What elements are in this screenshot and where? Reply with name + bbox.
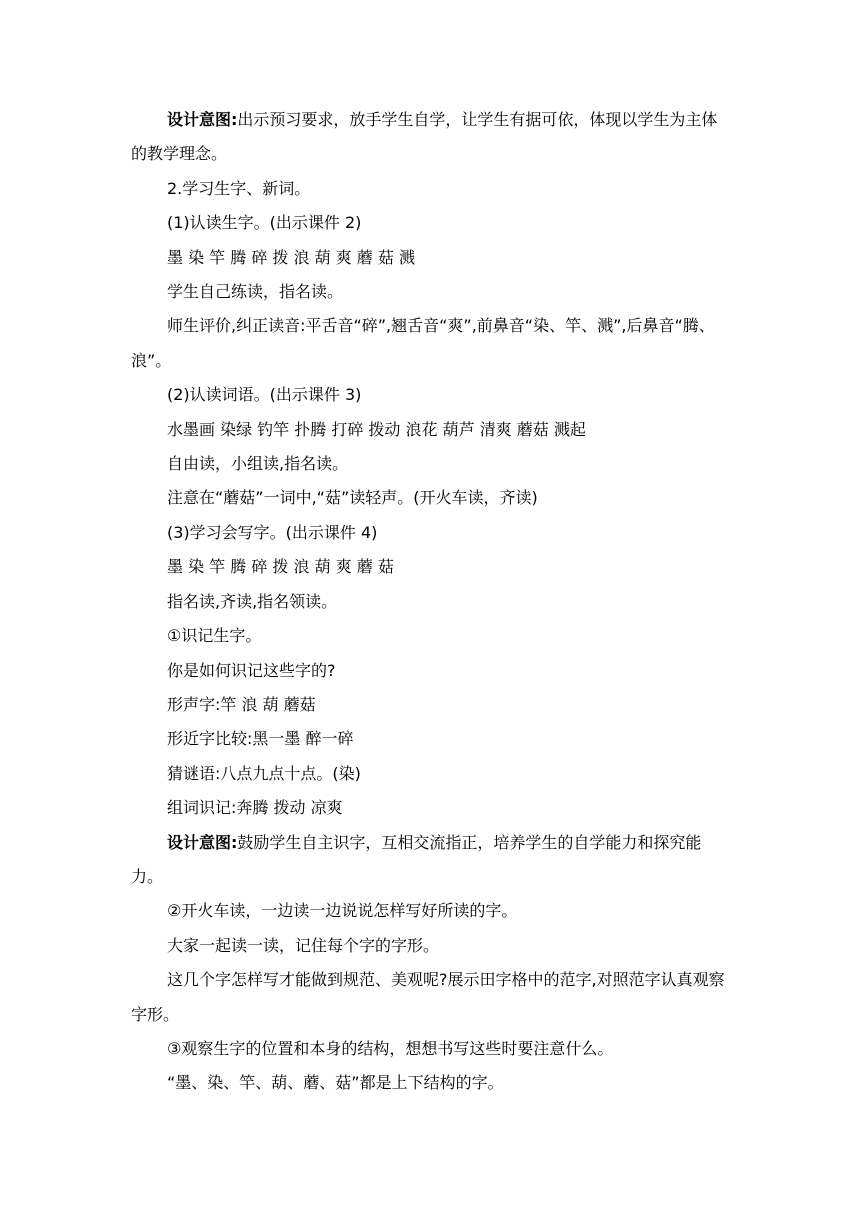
paragraph <box>131 929 731 963</box>
paragraph <box>131 585 731 619</box>
paragraph-design-intent-2 <box>131 826 731 895</box>
paragraph-text: 这几个字怎样写才能做到规范、美观呢?展示田字格中的范字,对照范字认真观察字形。 <box>131 970 725 1024</box>
paragraph-text: 墨 染 竿 腾 碎 拨 浪 葫 爽 蘑 菇 溅 <box>167 247 415 267</box>
paragraph-new-characters <box>131 241 731 275</box>
paragraph-text: 大家一起读一读，记住每个字的字形。 <box>167 935 440 955</box>
paragraph <box>131 1066 731 1100</box>
paragraph-word-list <box>131 413 731 447</box>
paragraph-text: 水墨画 染绿 钓竿 扑腾 打碎 拨动 浪花 葫芦 清爽 蘑菇 溅起 <box>167 419 586 439</box>
paragraph <box>131 275 731 309</box>
paragraph-text: (2)认读词语。(出示课件 3) <box>167 385 362 405</box>
paragraph-sub-step-3 <box>131 1032 731 1066</box>
paragraph-text: 指名读,齐读,指名领读。 <box>167 591 338 611</box>
paragraph-text: 2.学习生字、新词。 <box>167 178 311 198</box>
paragraph <box>131 654 731 688</box>
paragraph <box>131 447 731 481</box>
design-intent-label: 设计意图: <box>167 832 238 852</box>
paragraph-text: 鼓励学生自主识字，互相交流指正，培养学生的自学能力和探究能力。 <box>131 832 702 886</box>
paragraph <box>131 791 731 825</box>
paragraph-sub-step-2 <box>131 894 731 928</box>
paragraph-sub-step-1 <box>131 619 731 653</box>
paragraph-text: “墨、染、竿、葫、蘑、菇”都是上下结构的字。 <box>167 1073 504 1093</box>
paragraph-text: 师生评价,纠正读音:平舌音“碎”,翘舌音“爽”,前鼻音“染、竿、溅”,后鼻音“腾、浪”。 <box>131 316 715 370</box>
paragraph <box>131 481 731 515</box>
paragraph-design-intent-1 <box>131 103 731 172</box>
paragraph-text: (1)认读生字。(出示课件 2) <box>167 213 362 233</box>
paragraph-text: 学生自己练读，指名读。 <box>167 282 344 302</box>
paragraph-text: 组词识记:奔腾 拨动 凉爽 <box>167 798 343 818</box>
paragraph-text: 形近字比较:黑一墨 醉一碎 <box>167 729 354 749</box>
paragraph-text: ③观察生字的位置和本身的结构，想想书写这些时要注意什么。 <box>167 1038 614 1058</box>
paragraph <box>131 688 731 722</box>
paragraph-text: 猜谜语:八点九点十点。(染) <box>167 763 361 783</box>
paragraph-text: 你是如何识记这些字的? <box>167 660 336 680</box>
paragraph-pronunciation <box>131 309 731 378</box>
paragraph <box>131 963 731 1032</box>
paragraph-text: 形声字:竿 浪 葫 蘑菇 <box>167 694 316 714</box>
paragraph-text: ②开火车读，一边读一边说说怎样写好所读的字。 <box>167 901 518 921</box>
paragraph-step-1 <box>131 206 731 240</box>
paragraph-writing-characters <box>131 550 731 584</box>
paragraph-text: 墨 染 竿 腾 碎 拨 浪 葫 爽 蘑 菇 <box>167 557 394 577</box>
paragraph-step-2 <box>131 378 731 412</box>
paragraph-section-heading <box>131 172 731 206</box>
paragraph-text: (3)学习会写字。(出示课件 4) <box>167 522 378 542</box>
paragraph <box>131 722 731 756</box>
paragraph-step-3 <box>131 516 731 550</box>
paragraph-text: ①识记生字。 <box>167 626 262 646</box>
design-intent-label: 设计意图: <box>167 110 238 129</box>
paragraph-text: 自由读，小组读,指名读。 <box>167 454 349 474</box>
paragraph-text: 出示预习要求，放手学生自学，让学生有据可依，体现以学生为主体的教学理念。 <box>131 110 718 164</box>
paragraph-text: 注意在“蘑菇”一词中,“菇”读轻声。(开火车读，齐读) <box>167 488 538 508</box>
document-page <box>131 103 731 1101</box>
paragraph <box>131 757 731 791</box>
